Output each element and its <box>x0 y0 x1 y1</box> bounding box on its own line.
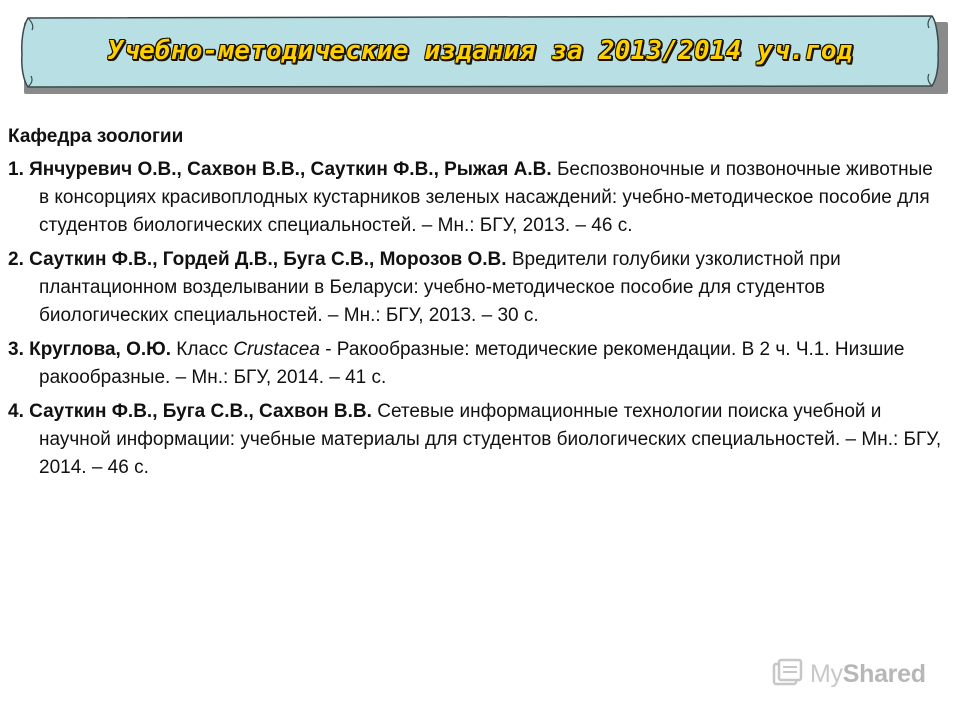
watermark-text <box>810 660 926 689</box>
publications-section <box>8 126 944 488</box>
department-heading: Кафедра зоологии <box>8 126 184 147</box>
title-banner <box>18 14 948 98</box>
watermark-part-shared: Shared <box>842 660 926 688</box>
item-authors: Сауткин Ф.В., Буга С.В., Сахвон В.В. <box>29 401 372 422</box>
item-number: 2. <box>8 249 24 270</box>
list-item <box>8 156 944 240</box>
publications-list <box>8 156 944 482</box>
list-item <box>8 336 944 392</box>
item-description: Беспозвоночные и позвоночные животные в консорциях красивоплодных кустарников зеленых насаждений: учебно-методическое пособие для студентов биологических специальностей. – Мн.: БГУ, 2013. – 46 с. <box>39 159 933 236</box>
watermark-part-my: My <box>810 660 843 688</box>
item-number: 3. <box>8 339 24 360</box>
item-description-before: Класс <box>176 339 229 360</box>
item-authors: Сауткин Ф.В., Гордей Д.В., Буга С.В., Морозов О.В. <box>29 249 507 270</box>
list-item <box>8 246 944 330</box>
item-authors: Круглова, О.Ю. <box>29 339 172 360</box>
item-number: 1. <box>8 159 24 180</box>
list-item <box>8 398 944 482</box>
item-description-after: - Ракообразные: методические рекомендации. В 2 ч. Ч.1. Низшие ракообразные. – Мн.: БГУ, 2014. – 41 с. <box>39 339 905 388</box>
title-banner-scroll <box>18 14 942 88</box>
item-number: 4. <box>8 401 24 422</box>
page-title: Учебно-методические издания за 2013/2014 уч.год <box>107 36 853 66</box>
item-description: Сетевые информационные технологии поиска учебной и научной информации: учебные материалы для студентов биологических специальностей. – Мн.: БГУ, 2014. – 46 с. <box>39 401 942 478</box>
item-latin-name: Crustacea <box>233 339 320 360</box>
item-authors: Янчуревич О.В., Сахвон В.В., Сауткин Ф.В., Рыжая А.В. <box>29 159 552 180</box>
item-description: Вредители голубики узколистной при плантационном возделывании в Беларуси: учебно-методическое пособие для студентов биологических специальностей. – Мн.: БГУ, 2013. – 30 с. <box>39 249 841 326</box>
myshared-watermark <box>770 658 930 694</box>
slides-icon <box>770 658 806 692</box>
